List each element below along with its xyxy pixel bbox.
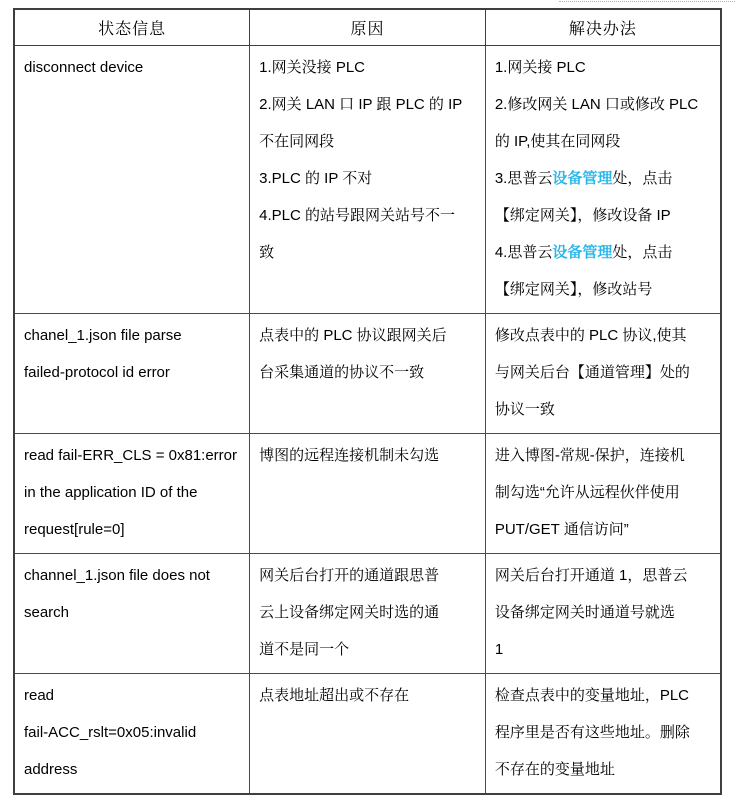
text-line: chanel_1.json file parse bbox=[24, 327, 182, 344]
text-line: 设备绑定网关时通道号就选 bbox=[494, 604, 675, 621]
cell-cause bbox=[250, 434, 486, 554]
cell-solution bbox=[485, 554, 721, 674]
cell-solution bbox=[485, 46, 721, 314]
text-line: 点表中的 PLC 协议跟网关后 bbox=[259, 327, 447, 344]
text-line: 【绑定网关】，修改站号 bbox=[494, 281, 653, 298]
text-line: 不存在的变量地址 bbox=[494, 761, 615, 778]
table-row bbox=[14, 314, 721, 434]
table-row bbox=[14, 554, 721, 674]
col-header-solution: 解决办法 bbox=[485, 9, 721, 46]
cell-cause bbox=[250, 46, 486, 314]
text-segment: 处，点击 bbox=[612, 170, 673, 187]
col-header-status: 状态信息 bbox=[14, 9, 250, 46]
text-line: 【绑定网关】，修改设备 IP bbox=[494, 207, 671, 224]
text-line: read fail-ERR_CLS = 0x81:error bbox=[24, 447, 238, 464]
text-line: 致 bbox=[259, 244, 275, 261]
cell-cause bbox=[250, 314, 486, 434]
text-line: 进入博图-常规-保护，连接机 bbox=[494, 447, 685, 464]
text-line: search bbox=[24, 604, 70, 621]
text-line: 4.PLC 的站号跟网关站号不一 bbox=[259, 207, 456, 224]
text-line: 网关后台打开的通道跟思普 bbox=[259, 567, 440, 584]
text-line: 与网关后台【通道管理】处的 bbox=[494, 364, 690, 381]
text-line: 程序里是否有这些地址。删除 bbox=[494, 724, 690, 741]
highlighted-term: 设备管理 bbox=[552, 244, 613, 261]
text-line: 制勾选“允许从远程伙伴使用 bbox=[494, 484, 680, 501]
text-segment: 4.思普云 bbox=[494, 244, 553, 261]
text-line: channel_1.json file does not bbox=[24, 567, 210, 584]
text-line bbox=[495, 160, 711, 197]
table-header bbox=[14, 9, 721, 46]
text-line: 2.网关 LAN 口 IP 跟 PLC 的 IP bbox=[259, 96, 463, 113]
cell-status bbox=[14, 674, 250, 795]
text-line: 云上设备绑定网关时选的通 bbox=[259, 604, 440, 621]
text-line: 检查点表中的变量地址，PLC bbox=[494, 687, 689, 704]
text-line: 2.修改网关 LAN 口或修改 PLC bbox=[494, 96, 699, 113]
cell-status bbox=[14, 46, 250, 314]
text-line: 博图的远程连接机制未勾选 bbox=[259, 447, 440, 464]
text-line: 1 bbox=[494, 641, 504, 658]
text-line: failed-protocol id error bbox=[24, 364, 170, 381]
cell-status bbox=[14, 554, 250, 674]
text-line: request[rule=0] bbox=[24, 521, 125, 538]
cell-status bbox=[14, 434, 250, 554]
cell-solution bbox=[485, 434, 721, 554]
text-line: 道不是同一个 bbox=[259, 641, 350, 658]
text-line: 1.网关没接 PLC bbox=[259, 59, 366, 76]
text-line: 协议一致 bbox=[494, 401, 555, 418]
text-line bbox=[495, 234, 711, 271]
text-segment: 3.思普云 bbox=[494, 170, 553, 187]
table-row bbox=[14, 434, 721, 554]
text-segment: 处，点击 bbox=[612, 244, 673, 261]
text-line: read bbox=[24, 687, 55, 704]
text-line: 3.PLC 的 IP 不对 bbox=[259, 170, 373, 187]
text-line: 网关后台打开通道 1，思普云 bbox=[494, 567, 688, 584]
cell-status bbox=[14, 314, 250, 434]
header-row bbox=[14, 9, 721, 46]
table-row bbox=[14, 46, 721, 314]
text-line: 的 IP,使其在同网段 bbox=[494, 133, 621, 150]
text-line: disconnect device bbox=[24, 59, 144, 76]
text-line: 点表地址超出或不存在 bbox=[259, 687, 410, 704]
cell-solution bbox=[485, 314, 721, 434]
text-line: address bbox=[24, 761, 78, 778]
highlighted-term: 设备管理 bbox=[552, 170, 613, 187]
cropped-content-edge bbox=[559, 1, 735, 2]
text-line: 修改点表中的 PLC 协议,使其 bbox=[494, 327, 687, 344]
text-line: 1.网关接 PLC bbox=[494, 59, 586, 76]
troubleshooting-table bbox=[13, 8, 722, 795]
table-row bbox=[14, 674, 721, 795]
text-line: PUT/GET 通信访问” bbox=[494, 521, 629, 538]
text-line: fail-ACC_rslt=0x05:invalid bbox=[24, 724, 197, 741]
text-line: in the application ID of the bbox=[24, 484, 198, 501]
table-body bbox=[14, 46, 721, 795]
text-line: 不在同网段 bbox=[259, 133, 335, 150]
cell-cause bbox=[250, 674, 486, 795]
cell-solution bbox=[485, 674, 721, 795]
text-line: 台采集通道的协议不一致 bbox=[259, 364, 425, 381]
col-header-cause: 原因 bbox=[250, 9, 486, 46]
cell-cause bbox=[250, 554, 486, 674]
